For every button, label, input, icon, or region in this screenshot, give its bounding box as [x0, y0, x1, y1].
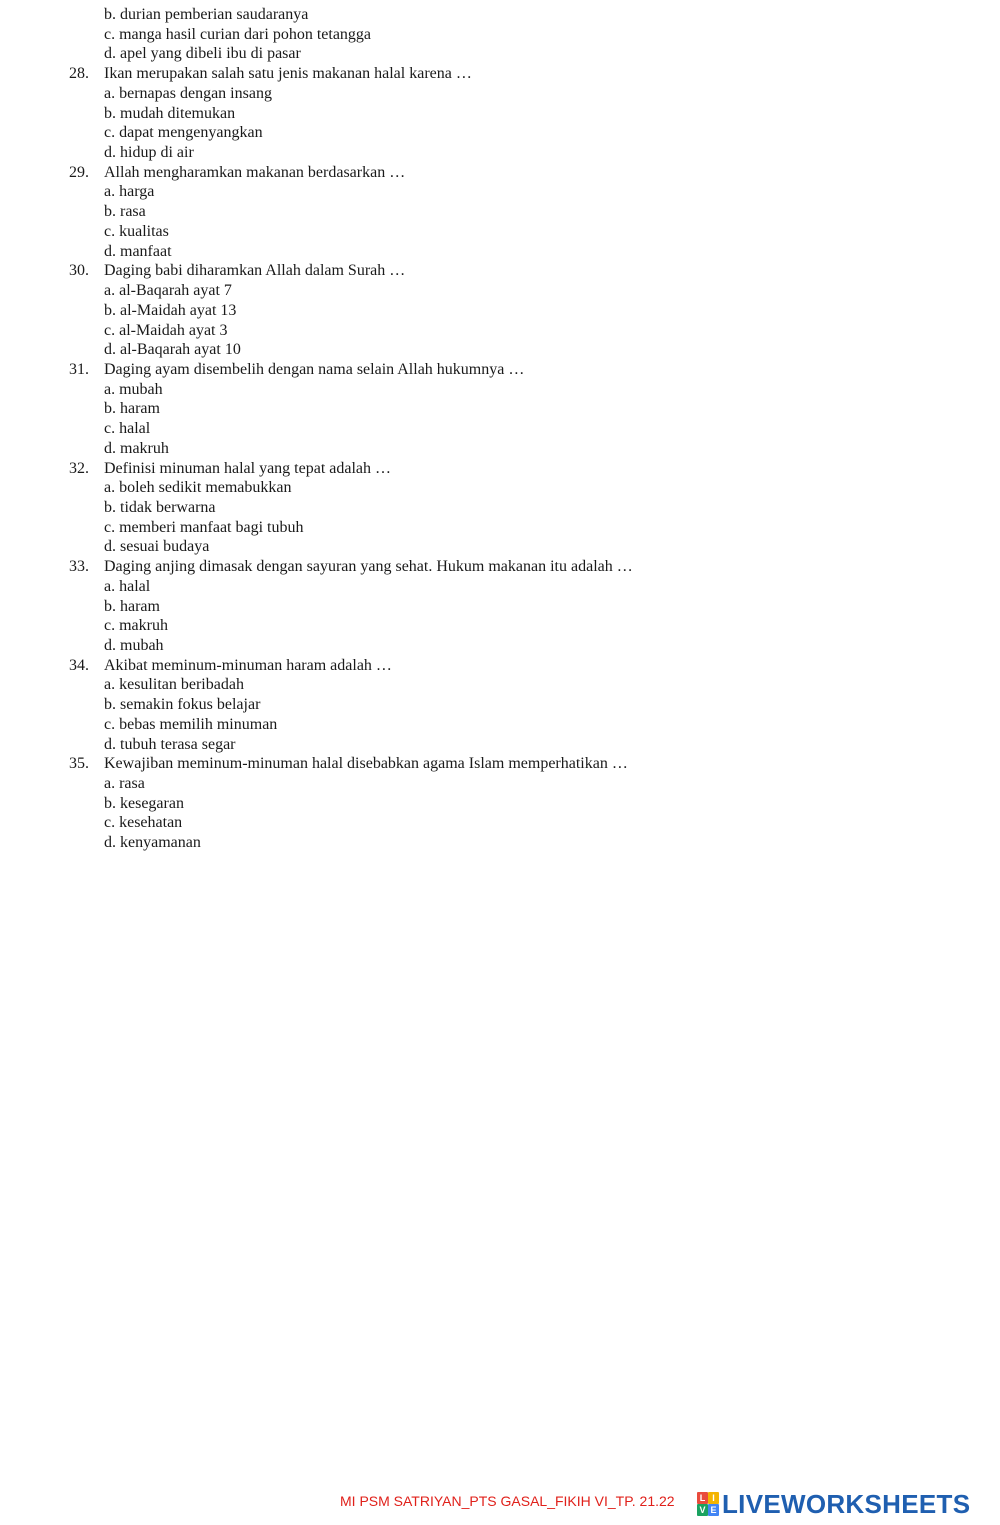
- question-text: Ikan merupakan salah satu jenis makanan halal karena …: [104, 65, 472, 83]
- logo-letter-l: L: [697, 1492, 708, 1504]
- question-number: 35.: [69, 755, 89, 773]
- question-number: 30.: [69, 262, 89, 280]
- question: [0, 459, 1000, 479]
- question-number: 31.: [69, 360, 89, 378]
- answer-option: d. makruh: [104, 439, 169, 457]
- question: [0, 656, 1000, 676]
- logo-letter-i: I: [708, 1492, 719, 1504]
- answer-option: b. al-Maidah ayat 13: [104, 301, 237, 319]
- question-text: Kewajiban meminum-minuman halal disebabkan agama Islam memperhatikan …: [104, 755, 628, 773]
- answer-option: c. kesehatan: [104, 814, 183, 832]
- answer-option: a. rasa: [104, 775, 145, 793]
- question-text: Daging anjing dimasak dengan sayuran yang sehat. Hukum makanan itu adalah …: [104, 558, 633, 576]
- question-text: Definisi minuman halal yang tepat adalah …: [104, 459, 392, 477]
- answer-option: c. bebas memilih minuman: [104, 715, 278, 733]
- question-number: 29.: [69, 163, 89, 181]
- liveworksheets-wordmark: LIVEWORKSHEETS: [722, 1488, 971, 1519]
- question-number: 34.: [69, 656, 89, 674]
- question: [0, 64, 1000, 84]
- footer-document-label: MI PSM SATRIYAN_PTS GASAL_FIKIH VI_TP. 21.22: [340, 1493, 675, 1509]
- answer-option: a. kesulitan beribadah: [104, 676, 244, 694]
- question-text: Daging babi diharamkan Allah dalam Surah …: [104, 262, 406, 280]
- answer-option: a. bernapas dengan insang: [104, 84, 272, 102]
- question: [0, 163, 1000, 183]
- answer-option: b. haram: [104, 400, 160, 418]
- answer-option: d. tubuh terasa segar: [104, 735, 236, 753]
- answer-option: c. kualitas: [104, 222, 169, 240]
- liveworksheets-logo: [697, 1488, 970, 1520]
- answer-option: c. makruh: [104, 617, 168, 635]
- answer-option: c. halal: [104, 420, 151, 438]
- answer-option: d. hidup di air: [104, 144, 194, 162]
- answer-option: d. apel yang dibeli ibu di pasar: [104, 45, 301, 63]
- answer-option: a. al-Baqarah ayat 7: [104, 282, 232, 300]
- logo-letter-e: E: [708, 1504, 719, 1516]
- answer-option: a. mubah: [104, 380, 163, 398]
- answer-option: b. kesegaran: [104, 794, 184, 812]
- answer-option: d. mubah: [104, 637, 164, 654]
- answer-option: b. semakin fokus belajar: [104, 696, 261, 714]
- question: [0, 557, 1000, 577]
- answer-option: d. al-Baqarah ayat 10: [104, 341, 241, 359]
- answer-option: a. harga: [104, 183, 155, 201]
- answer-option: a. halal: [104, 577, 151, 595]
- question: [0, 360, 1000, 380]
- worksheet-content: [0, 5, 1000, 853]
- answer-option: b. rasa: [104, 203, 146, 221]
- question: [0, 754, 1000, 774]
- answer-option: b. durian pemberian saudaranya: [104, 6, 309, 23]
- question-text: Daging ayam disembelih dengan nama selain Allah hukumnya …: [104, 360, 525, 378]
- answer-option: d. kenyamanan: [104, 834, 201, 852]
- question-text: Akibat meminum-minuman haram adalah …: [104, 656, 392, 674]
- liveworksheets-logo-icon: [697, 1492, 719, 1516]
- answer-option: d. manfaat: [104, 242, 172, 260]
- answer-option: b. mudah ditemukan: [104, 104, 236, 122]
- answer-option: b. haram: [104, 597, 160, 615]
- answer-option: b. tidak berwarna: [104, 498, 216, 516]
- answer-option: c. manga hasil curian dari pohon tetangga: [104, 25, 372, 43]
- question: [0, 261, 1000, 281]
- answer-option: c. memberi manfaat bagi tubuh: [104, 518, 304, 536]
- answer-option: d. sesuai budaya: [104, 538, 210, 556]
- question-number: 32.: [69, 459, 89, 477]
- answer-option: c. al-Maidah ayat 3: [104, 321, 228, 339]
- logo-letter-v: V: [697, 1504, 708, 1516]
- question-number: 28.: [69, 65, 89, 83]
- question-number: 33.: [69, 558, 89, 576]
- answer-option: c. dapat mengenyangkan: [104, 124, 263, 142]
- page-footer: [0, 1488, 1000, 1524]
- question-text: Allah mengharamkan makanan berdasarkan …: [104, 163, 406, 181]
- answer-option: a. boleh sedikit memabukkan: [104, 479, 292, 497]
